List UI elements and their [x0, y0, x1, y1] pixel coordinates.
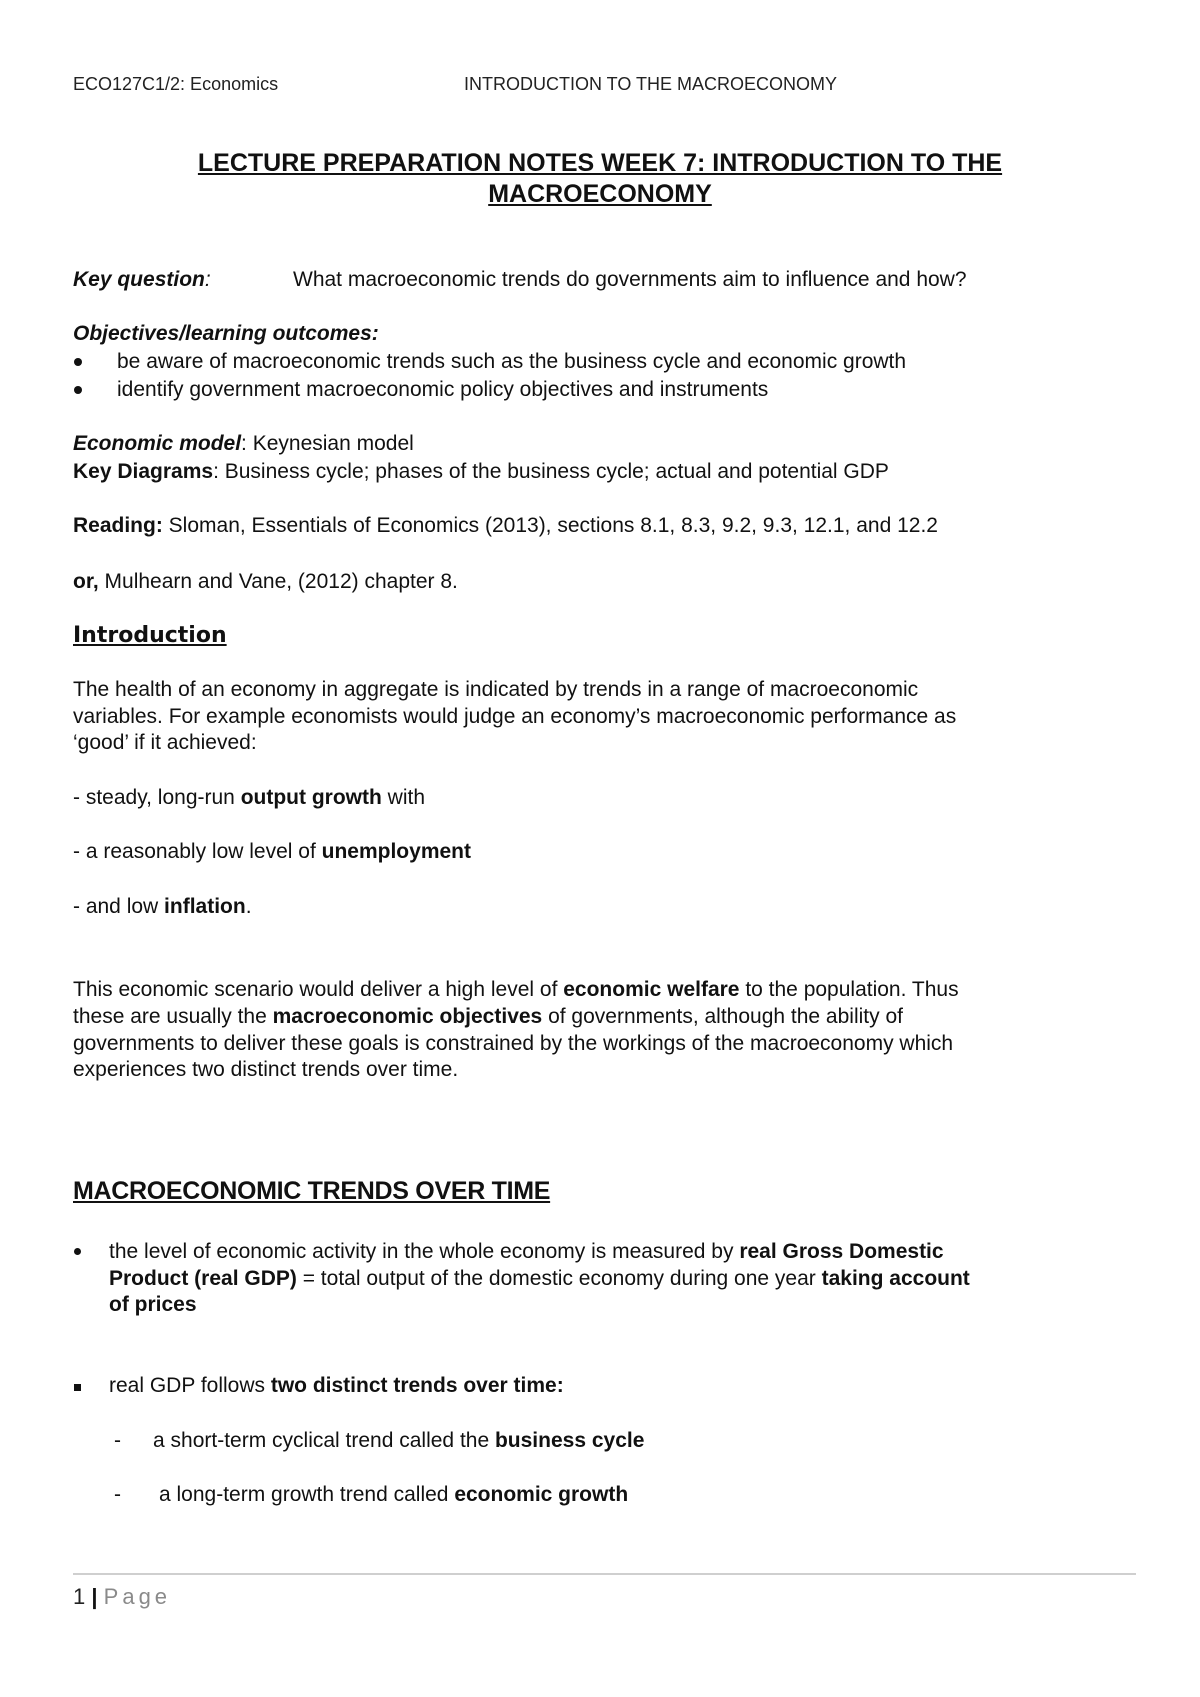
- welfare-paragraph-line-4: experiences two distinct trends over time.: [73, 1058, 459, 1081]
- reading-line: Reading: Sloman, Essentials of Economics (2013), sections 8.1, 8.3, 9.2, 9.3, 12.1, and 12.2: [73, 514, 938, 537]
- header-topic: INTRODUCTION TO THE MACROECONOMY: [464, 74, 838, 94]
- goal-inflation: - and low inflation.: [73, 895, 252, 918]
- page-number: 1: [73, 1584, 86, 1609]
- welfare-paragraph-line-2: these are usually the macroeconomic objectives of governments, although the ability of: [73, 1005, 903, 1028]
- bullet-dot-icon: [74, 1248, 81, 1255]
- reading-alternative-line: or, Mulhearn and Vane, (2012) chapter 8.: [73, 570, 458, 593]
- trends-heading: MACROECONOMIC TRENDS OVER TIME: [73, 1177, 551, 1205]
- real-gdp-trends-line: real GDP follows two distinct trends over time:: [109, 1374, 564, 1397]
- key-question-label: Key question:: [73, 268, 211, 291]
- document-title-line-1: LECTURE PREPARATION NOTES WEEK 7: INTRODUCTION TO THE: [197, 149, 1003, 177]
- intro-paragraph-line-3: ‘good’ if it achieved:: [73, 731, 257, 754]
- page-word: Page: [103, 1584, 172, 1609]
- footer-rule: [73, 1573, 1136, 1575]
- bullet-square-icon: [74, 1384, 81, 1391]
- real-gdp-definition-line-2: Product (real GDP) = total output of the domestic economy during one year taking account: [109, 1267, 970, 1290]
- sub-item-dash: -: [114, 1483, 121, 1506]
- goal-output-growth: - steady, long-run output growth with: [73, 786, 426, 809]
- real-gdp-definition-line-3: of prices: [109, 1293, 197, 1316]
- intro-paragraph-line-1: The health of an economy in aggregate is indicated by trends in a range of macroeconomic: [73, 678, 919, 701]
- welfare-paragraph-line-3: governments to deliver these goals is constrained by the workings of the macroeconomy which: [73, 1032, 954, 1055]
- page-footer: [73, 1584, 171, 1610]
- real-gdp-definition-line-1: the level of economic activity in the whole economy is measured by real Gross Domestic: [109, 1240, 944, 1263]
- header-course-code: ECO127C1/2: Economics: [73, 74, 279, 94]
- objectives-heading: Objectives/learning outcomes:: [73, 322, 379, 345]
- bullet-dot-icon: [74, 358, 82, 366]
- objective-item-2: identify government macroeconomic policy objectives and instruments: [117, 378, 769, 401]
- business-cycle-item: a short-term cyclical trend called the business cycle: [153, 1429, 645, 1452]
- introduction-heading: Introduction: [73, 623, 227, 648]
- sub-item-dash: -: [114, 1429, 121, 1452]
- goal-unemployment: - a reasonably low level of unemployment: [73, 840, 471, 863]
- objective-item-1: be aware of macroeconomic trends such as the business cycle and economic growth: [117, 350, 907, 373]
- welfare-paragraph-line-1: This economic scenario would deliver a high level of economic welfare to the population. Thus: [73, 978, 959, 1001]
- economic-growth-item: a long-term growth trend called economic growth: [159, 1483, 629, 1506]
- page-separator: |: [91, 1584, 98, 1609]
- bullet-dot-icon: [74, 386, 82, 394]
- economic-model-line: Economic model: Keynesian model: [73, 432, 414, 455]
- key-diagrams-line: Key Diagrams: Business cycle; phases of the business cycle; actual and potential GDP: [73, 460, 889, 483]
- key-question-text: What macroeconomic trends do governments aim to influence and how?: [293, 268, 967, 291]
- document-title-line-2: MACROECONOMY: [488, 180, 712, 208]
- intro-paragraph-line-2: variables. For example economists would judge an economy’s macroeconomic performance as: [73, 705, 957, 728]
